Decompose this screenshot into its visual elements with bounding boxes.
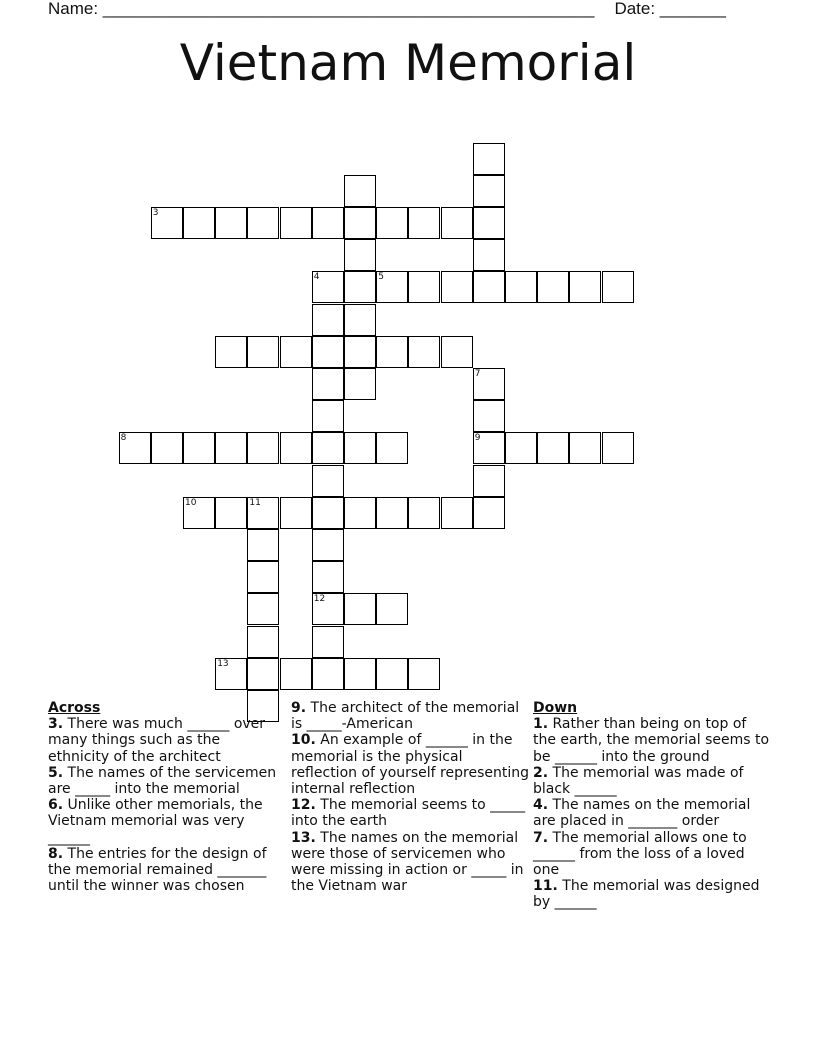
clue-item: [533, 765, 773, 797]
grid-cell[interactable]: [473, 497, 505, 529]
grid-cell[interactable]: [344, 239, 376, 271]
clue-item: [533, 716, 773, 765]
grid-cell[interactable]: [247, 336, 279, 368]
grid-cell[interactable]: [473, 239, 505, 271]
clue-number: 9: [474, 433, 481, 444]
grid-cell[interactable]: [408, 207, 440, 239]
grid-cell[interactable]: [280, 432, 312, 464]
grid-cell[interactable]: [215, 336, 247, 368]
clue-text: An example of ______ in the memorial is the physical reflection of yourself representing internal reflection: [291, 732, 529, 798]
clue-item: [48, 716, 278, 765]
grid-cell[interactable]: [344, 368, 376, 400]
clue-text: There was much ______ over many things such as the ethnicity of the architect: [48, 716, 266, 765]
grid-cell[interactable]: [344, 304, 376, 336]
clue-num: 4.: [533, 797, 549, 814]
grid-cell[interactable]: [119, 432, 151, 464]
grid-cell[interactable]: [247, 593, 279, 625]
grid-cell[interactable]: [473, 175, 505, 207]
grid-cell[interactable]: [151, 432, 183, 464]
grid-cell[interactable]: [247, 529, 279, 561]
grid-cell[interactable]: [312, 497, 344, 529]
clue-item: [533, 878, 773, 910]
grid-cell[interactable]: [151, 207, 183, 239]
clue-item: [291, 797, 529, 829]
grid-cell[interactable]: [376, 432, 408, 464]
clue-text: The memorial seems to _____ into the earth: [291, 797, 526, 830]
name-label: Name:: [48, 0, 103, 18]
grid-cell[interactable]: [247, 561, 279, 593]
grid-cell[interactable]: [280, 658, 312, 690]
grid-cell[interactable]: [473, 143, 505, 175]
grid-cell[interactable]: [247, 626, 279, 658]
clue-item: [48, 797, 278, 846]
grid-cell[interactable]: [280, 336, 312, 368]
grid-cell[interactable]: [312, 304, 344, 336]
grid-cell[interactable]: [312, 529, 344, 561]
grid-cell[interactable]: [215, 207, 247, 239]
grid-cell[interactable]: [312, 368, 344, 400]
clue-num: 13.: [291, 829, 316, 846]
clue-number: 7: [474, 369, 481, 379]
grid-cell[interactable]: [344, 271, 376, 303]
grid-cell[interactable]: [408, 658, 440, 690]
grid-cell[interactable]: [473, 465, 505, 497]
grid-cell[interactable]: [376, 336, 408, 368]
grid-cell[interactable]: [376, 207, 408, 239]
grid-cell[interactable]: [505, 271, 537, 303]
clue-text: Unlike other memorials, the Vietnam memorial was very ______: [48, 797, 263, 846]
clue-num: 9.: [291, 700, 307, 716]
grid-cell[interactable]: [183, 432, 215, 464]
clue-item: [533, 830, 773, 879]
grid-cell[interactable]: [312, 400, 344, 432]
grid-cell[interactable]: [441, 207, 473, 239]
clue-num: 2.: [533, 764, 549, 781]
clue-item: [533, 797, 773, 829]
grid-cell[interactable]: [247, 432, 279, 464]
clue-item: [291, 700, 529, 732]
clue-num: 5.: [48, 764, 64, 781]
across-heading: Across: [48, 700, 101, 716]
clue-num: 7.: [533, 829, 549, 846]
grid-cell[interactable]: [344, 175, 376, 207]
clue-number: 10: [185, 497, 197, 508]
grid-cell[interactable]: [537, 271, 569, 303]
grid-cell[interactable]: [569, 271, 601, 303]
across-clues-continued: [291, 700, 529, 894]
grid-cell[interactable]: [312, 207, 344, 239]
grid-cell[interactable]: [247, 497, 279, 529]
grid-cell[interactable]: [537, 432, 569, 464]
clue-num: 1.: [533, 716, 549, 733]
grid-cell[interactable]: [376, 497, 408, 529]
grid-cell[interactable]: [473, 368, 505, 400]
grid-cell[interactable]: [473, 432, 505, 464]
clue-item: [48, 846, 278, 895]
clue-num: 6.: [48, 797, 64, 814]
grid-cell[interactable]: [215, 658, 247, 690]
date-label: Date:: [614, 0, 660, 18]
grid-cell[interactable]: [473, 271, 505, 303]
clue-text: The names of the servicemen are _____ into the memorial: [48, 764, 277, 798]
grid-cell[interactable]: [312, 626, 344, 658]
grid-cell[interactable]: [344, 497, 376, 529]
clue-number: 11: [249, 497, 261, 508]
grid-cell[interactable]: [376, 271, 408, 303]
name-blank[interactable]: ____________________________________________________: [102, 0, 595, 18]
clue-text: The architect of the memorial is _____-American: [291, 700, 520, 733]
grid-cell[interactable]: [344, 207, 376, 239]
grid-cell[interactable]: [376, 658, 408, 690]
across-clues: [48, 700, 278, 894]
clue-item: [48, 765, 278, 797]
clue-text: The entries for the design of the memorial remained _______ until the winner was chosen: [48, 845, 267, 895]
clue-item: [291, 732, 529, 797]
grid-cell[interactable]: [441, 336, 473, 368]
clue-number: 12: [313, 594, 326, 605]
grid-cell[interactable]: [441, 271, 473, 303]
grid-cell[interactable]: [215, 432, 247, 464]
grid-cell[interactable]: [312, 432, 344, 464]
grid-cell[interactable]: [247, 207, 279, 239]
clue-item: [291, 830, 529, 895]
down-heading: Down: [533, 700, 578, 716]
grid-cell[interactable]: [408, 497, 440, 529]
grid-cell[interactable]: [344, 593, 376, 625]
grid-cell[interactable]: [344, 336, 376, 368]
date-blank[interactable]: _______: [659, 0, 726, 18]
puzzle-title: Vietnam Memorial: [179, 34, 637, 92]
down-clues: [533, 700, 773, 911]
grid-cell[interactable]: [602, 432, 634, 464]
grid-cell[interactable]: [312, 561, 344, 593]
grid-cell[interactable]: [247, 658, 279, 690]
clue-num: 12.: [291, 797, 316, 814]
clue-num: 10.: [291, 732, 316, 749]
grid-cell[interactable]: [473, 207, 505, 239]
grid-cell[interactable]: [183, 207, 215, 239]
grid-cell[interactable]: [602, 271, 634, 303]
clue-number: 8: [120, 433, 127, 444]
grid-cell[interactable]: [344, 432, 376, 464]
grid-cell[interactable]: [280, 207, 312, 239]
clue-number: 5: [378, 272, 384, 283]
clue-text: The names on the memorial were those of servicemen who were missing in action or _____ in the Vietnam war: [291, 829, 524, 895]
clue-num: 11.: [533, 878, 558, 895]
clue-number: 4: [313, 272, 320, 283]
clue-number: 13: [217, 658, 229, 669]
clue-text: The names on the memorial are placed in _______ order: [533, 797, 751, 830]
clue-number: 3: [152, 208, 159, 218]
grid-cell[interactable]: [441, 497, 473, 529]
grid-cell[interactable]: [344, 658, 376, 690]
clue-text: The memorial was made of black ______: [533, 764, 744, 798]
grid-cell[interactable]: [215, 497, 247, 529]
grid-cell[interactable]: [312, 593, 344, 625]
clue-num: 8.: [48, 845, 64, 862]
grid-cell[interactable]: [505, 432, 537, 464]
grid-cell[interactable]: [473, 400, 505, 432]
grid-cell[interactable]: [569, 432, 601, 464]
grid-cell[interactable]: [312, 465, 344, 497]
grid-cell[interactable]: [376, 593, 408, 625]
grid-cell[interactable]: [280, 497, 312, 529]
clue-num: 3.: [48, 716, 64, 733]
clue-text: The memorial allows one to ______ from the loss of a loved one: [533, 829, 747, 879]
grid-cell[interactable]: [312, 336, 344, 368]
grid-cell[interactable]: [408, 271, 440, 303]
clue-text: The memorial was designed by ______: [533, 878, 760, 911]
grid-cell[interactable]: [312, 271, 344, 303]
clue-text: Rather than being on top of the earth, the memorial seems to be ______ into the ground: [533, 716, 770, 765]
grid-cell[interactable]: [183, 497, 215, 529]
grid-cell[interactable]: [408, 336, 440, 368]
grid-cell[interactable]: [312, 658, 344, 690]
